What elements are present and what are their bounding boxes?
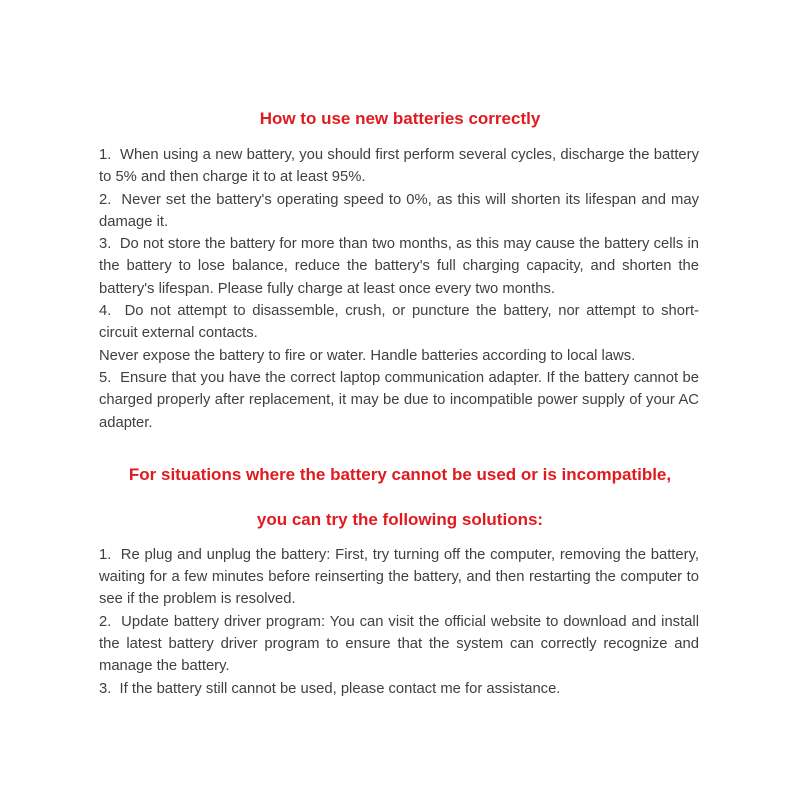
solution-item-2: 2. Update battery driver program: You can visit the official website to download and install the latest battery driver program to ensure that the system can correctly recognize and manage the battery. (99, 613, 699, 675)
usage-item-5: 5. Ensure that you have the correct laptop communication adapter. If the battery cannot be charged properly after replacement, it may be due to incompatible power supply of your AC adapter. (99, 369, 699, 431)
usage-section-title: How to use new batteries correctly (259, 109, 541, 128)
solution-item-3: 3. If the battery still cannot be used, please contact me for assistance. (99, 680, 561, 697)
solutions-section-title-line1: For situations where the battery cannot be used or is incompatible, (128, 464, 672, 484)
usage-item-4-continued: Never expose the battery to fire or water. Handle batteries according to local laws. (99, 347, 636, 364)
usage-item-1: 1. When using a new battery, you should first perform several cycles, discharge the battery to 5% and then charge it to at least 95%. (99, 147, 699, 186)
usage-section-body (99, 144, 699, 434)
solutions-section-title-line2: you can try the following solutions: (256, 509, 544, 529)
usage-item-2: 2. Never set the battery's operating speed to 0%, as this will shorten its lifespan and may damage it. (99, 191, 699, 230)
usage-item-3: 3. Do not store the battery for more than two months, as this may cause the battery cells in the battery to lose balance, reduce the battery's full charging capacity, and shorten the battery's lifespan. Please fully charge at least once every two months. (99, 236, 699, 297)
solutions-section-body (99, 544, 699, 700)
usage-item-4: 4. Do not attempt to disassemble, crush, or puncture the battery, nor attempt to short-circuit external contacts. (99, 303, 699, 342)
solution-item-1: 1. Re plug and unplug the battery: First, try turning off the computer, removing the battery, waiting for a few minutes before reinserting the battery, and then restarting the computer to see if the problem is resolved. (99, 546, 699, 608)
